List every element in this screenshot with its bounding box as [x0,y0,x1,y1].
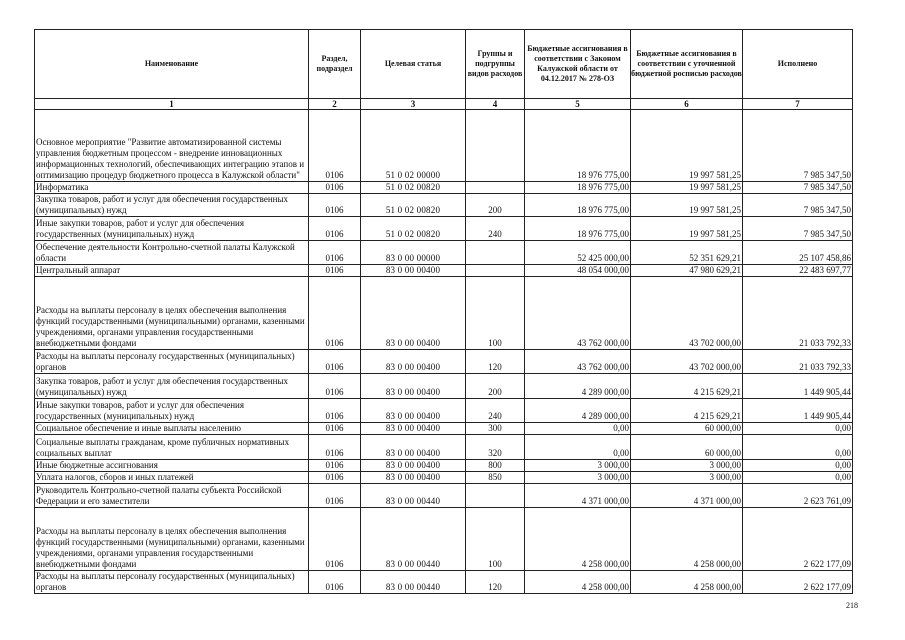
row-refined-amount: 43 702 000,00 [631,350,743,374]
column-number: 1 [35,99,309,110]
row-group: 300 [466,423,525,435]
row-name: Закупка товаров, работ и услуг для обеспечения государственных (муниципальных) нужд [35,374,309,399]
row-law-amount: 18 976 775,00 [525,182,631,194]
row-section: 0106 [309,571,361,594]
table-row [35,265,853,277]
header-executed: Исполнено [743,30,853,99]
row-refined-amount: 43 702 000,00 [631,277,743,350]
row-executed-amount: 21 033 792,33 [743,277,853,350]
column-number-row [35,99,853,110]
row-group [466,484,525,508]
row-executed-amount: 7 985 347,50 [743,182,853,194]
row-name: Расходы на выплаты персоналу в целях обеспечения выполнения функций государственными (муниципальными) органами, казенными учреждениями, органами управления государственными внебюджетными фондами [35,277,309,350]
row-target: 51 0 02 00820 [361,194,466,217]
row-law-amount: 4 371 000,00 [525,484,631,508]
row-group: 120 [466,350,525,374]
row-refined-amount: 60 000,00 [631,435,743,460]
header-target: Целевая статья [361,30,466,99]
row-executed-amount: 2 623 761,09 [743,484,853,508]
header-row [35,30,853,99]
row-executed-amount: 22 483 697,77 [743,265,853,277]
table-row [35,277,853,350]
row-group: 120 [466,571,525,594]
row-group [466,182,525,194]
row-name: Иные закупки товаров, работ и услуг для обеспечения государственных (муниципальных) нужд [35,399,309,423]
row-group [466,110,525,182]
row-target: 83 0 00 00000 [361,241,466,265]
row-executed-amount: 1 449 905,44 [743,374,853,399]
row-law-amount: 4 289 000,00 [525,374,631,399]
row-section: 0106 [309,217,361,241]
row-name: Иные закупки товаров, работ и услуг для обеспечения государственных (муниципальных) нужд [35,217,309,241]
row-executed-amount: 21 033 792,33 [743,350,853,374]
row-target: 83 0 00 00400 [361,265,466,277]
row-law-amount: 48 054 000,00 [525,265,631,277]
row-executed-amount: 25 107 458,86 [743,241,853,265]
row-law-amount: 3 000,00 [525,460,631,472]
table-row [35,241,853,265]
row-executed-amount: 0,00 [743,472,853,484]
row-refined-amount: 4 258 000,00 [631,571,743,594]
row-refined-amount: 4 371 000,00 [631,484,743,508]
table-row [35,472,853,484]
row-name: Обеспечение деятельности Контрольно-счетной палаты Калужской области [35,241,309,265]
row-group [466,265,525,277]
column-number: 6 [631,99,743,110]
row-group: 200 [466,194,525,217]
header-groups: Группы и подгруппы видов расходов [466,30,525,99]
row-section: 0106 [309,194,361,217]
row-name: Социальное обеспечение и иные выплаты населению [35,423,309,435]
row-target: 83 0 00 00400 [361,277,466,350]
row-name: Расходы на выплаты персоналу в целях обеспечения выполнения функций государственными (муниципальными) органами, казенными учреждениями, органами управления государственными внебюджетными фондами [35,508,309,571]
row-executed-amount: 0,00 [743,460,853,472]
column-number: 7 [743,99,853,110]
row-refined-amount: 3 000,00 [631,472,743,484]
row-target: 83 0 00 00400 [361,374,466,399]
table-row [35,571,853,594]
row-law-amount: 4 258 000,00 [525,508,631,571]
row-name: Закупка товаров, работ и услуг для обеспечения государственных (муниципальных) нужд [35,194,309,217]
row-refined-amount: 4 215 629,21 [631,374,743,399]
row-executed-amount: 2 622 177,09 [743,508,853,571]
row-law-amount: 18 976 775,00 [525,110,631,182]
table-row [35,182,853,194]
table-row [35,350,853,374]
row-target: 83 0 00 00440 [361,484,466,508]
row-section: 0106 [309,277,361,350]
row-section: 0106 [309,472,361,484]
row-law-amount: 0,00 [525,423,631,435]
column-number: 5 [525,99,631,110]
row-target: 83 0 00 00400 [361,399,466,423]
row-group: 100 [466,277,525,350]
row-refined-amount: 19 997 581,25 [631,110,743,182]
table-row [35,460,853,472]
row-executed-amount: 0,00 [743,423,853,435]
row-refined-amount: 4 258 000,00 [631,508,743,571]
row-section: 0106 [309,508,361,571]
row-refined-amount: 47 980 629,21 [631,265,743,277]
table-row [35,110,853,182]
row-name: Уплата налогов, сборов и иных платежей [35,472,309,484]
row-target: 51 0 02 00820 [361,182,466,194]
column-number: 2 [309,99,361,110]
row-law-amount: 18 976 775,00 [525,194,631,217]
row-executed-amount: 7 985 347,50 [743,217,853,241]
row-law-amount: 52 425 000,00 [525,241,631,265]
row-law-amount: 43 762 000,00 [525,350,631,374]
row-group: 240 [466,217,525,241]
row-law-amount: 0,00 [525,435,631,460]
budget-table [34,29,853,594]
row-target: 83 0 00 00400 [361,472,466,484]
row-name: Расходы на выплаты персоналу государственных (муниципальных) органов [35,350,309,374]
table-row [35,399,853,423]
table-row [35,374,853,399]
table-body [35,110,853,594]
row-name: Расходы на выплаты персоналу государственных (муниципальных) органов [35,571,309,594]
row-refined-amount: 3 000,00 [631,460,743,472]
row-target: 51 0 02 00000 [361,110,466,182]
row-name: Иные бюджетные ассигнования [35,460,309,472]
row-group: 200 [466,374,525,399]
row-law-amount: 18 976 775,00 [525,217,631,241]
row-section: 0106 [309,435,361,460]
row-section: 0106 [309,265,361,277]
row-target: 83 0 00 00400 [361,350,466,374]
header-section: Раздел, подраздел [309,30,361,99]
row-section: 0106 [309,350,361,374]
row-section: 0106 [309,241,361,265]
row-group: 100 [466,508,525,571]
row-group: 240 [466,399,525,423]
row-target: 83 0 00 00400 [361,435,466,460]
table-row [35,435,853,460]
table-row [35,508,853,571]
header-refined: Бюджетные ассигнования в соответствии с уточненной бюджетной росписью расходов [631,30,743,99]
row-target: 83 0 00 00400 [361,423,466,435]
row-executed-amount: 1 449 905,44 [743,399,853,423]
row-refined-amount: 19 997 581,25 [631,182,743,194]
row-group: 850 [466,472,525,484]
row-executed-amount: 7 985 347,50 [743,194,853,217]
row-name: Информатика [35,182,309,194]
page-number: 218 [846,601,858,610]
row-refined-amount: 52 351 629,21 [631,241,743,265]
row-group: 800 [466,460,525,472]
column-number: 4 [466,99,525,110]
row-section: 0106 [309,110,361,182]
table-row [35,194,853,217]
row-section: 0106 [309,484,361,508]
column-number: 3 [361,99,466,110]
row-refined-amount: 19 997 581,25 [631,217,743,241]
row-refined-amount: 4 215 629,21 [631,399,743,423]
row-refined-amount: 19 997 581,25 [631,194,743,217]
table-row [35,217,853,241]
row-refined-amount: 60 000,00 [631,423,743,435]
row-section: 0106 [309,374,361,399]
row-section: 0106 [309,423,361,435]
row-name: Основное мероприятие "Развитие автоматизированной системы управления бюджетным процессом - внедрение инновационных информационных технологий, обеспечивающих интеграцию этапов и оптимизацию процедур бюджетного процесса в Калужской области" [35,110,309,182]
row-section: 0106 [309,399,361,423]
row-target: 83 0 00 00400 [361,460,466,472]
row-target: 83 0 00 00440 [361,571,466,594]
row-target: 51 0 02 00820 [361,217,466,241]
row-name: Центральный аппарат [35,265,309,277]
row-name: Социальные выплаты гражданам, кроме публичных нормативных социальных выплат [35,435,309,460]
row-law-amount: 3 000,00 [525,472,631,484]
row-target: 83 0 00 00440 [361,508,466,571]
row-executed-amount: 7 985 347,50 [743,110,853,182]
row-executed-amount: 0,00 [743,435,853,460]
table-row [35,484,853,508]
row-name: Руководитель Контрольно-счетной палаты субъекта Российской Федерации и его заместители [35,484,309,508]
row-section: 0106 [309,460,361,472]
header-name: Наименование [35,30,309,99]
row-law-amount: 4 258 000,00 [525,571,631,594]
row-law-amount: 4 289 000,00 [525,399,631,423]
row-section: 0106 [309,182,361,194]
row-executed-amount: 2 622 177,09 [743,571,853,594]
header-law: Бюджетные ассигнования в соответствии с Законом Калужской области от 04.12.2017 № 278-ОЗ [525,30,631,99]
budget-table-sheet [34,29,852,594]
table-row [35,423,853,435]
row-group [466,241,525,265]
row-law-amount: 43 762 000,00 [525,277,631,350]
row-group: 320 [466,435,525,460]
